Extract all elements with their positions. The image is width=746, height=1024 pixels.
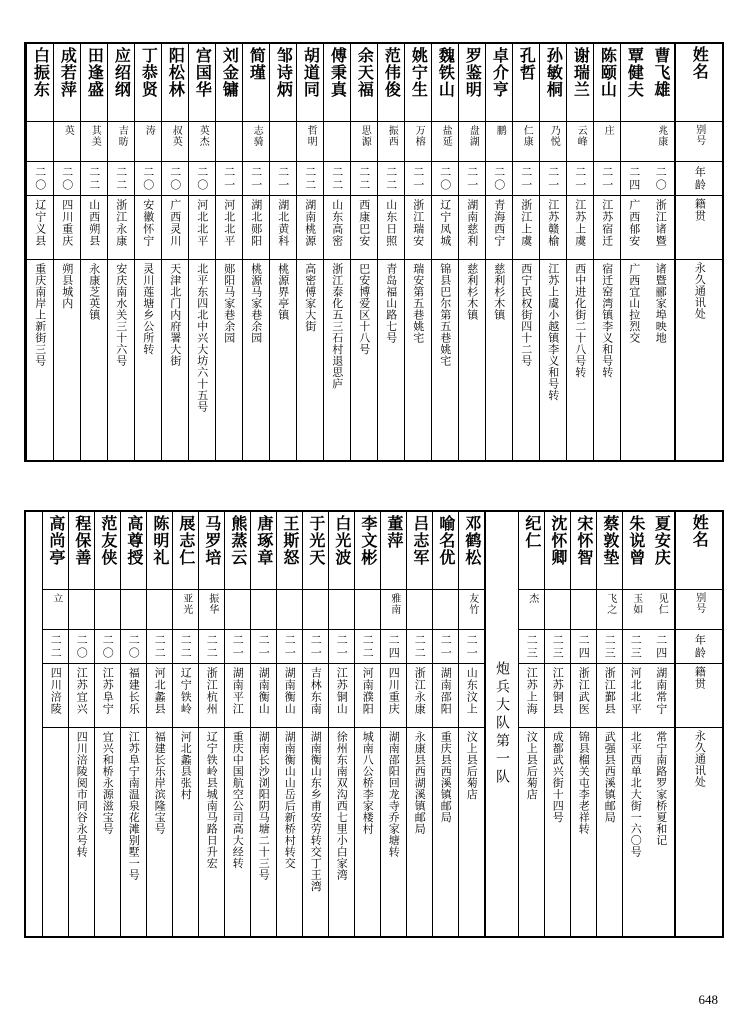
cell-name: 成若萍 — [54, 44, 80, 122]
cell-name: 范伟俊 — [378, 44, 404, 122]
cell-name: 刘金镛 — [216, 44, 242, 122]
cell-address: 永康县西湖溪镇邮局 — [413, 731, 427, 835]
cell-address — [43, 728, 68, 936]
cell-address: 宜兴和桥永源滋宝号 — [101, 731, 115, 835]
cell-native: 浙江鄞县 — [597, 664, 622, 728]
cell-age: 二四 — [381, 630, 406, 664]
roster-column — [431, 44, 458, 460]
cell-age: 二〇 — [54, 162, 80, 196]
cell-age: 二二 — [173, 630, 198, 664]
roster-column — [198, 512, 224, 936]
cell-native: 四川涪陵 — [43, 664, 68, 728]
roster-column — [215, 44, 242, 460]
cell-alias — [407, 590, 432, 630]
cell-alias — [303, 590, 328, 630]
roster-column — [53, 44, 80, 460]
cell-name: 朱说曾 — [623, 512, 648, 590]
cell-name: 范友侠 — [95, 512, 120, 590]
roster-column — [648, 512, 674, 936]
cell-age: 二二 — [108, 162, 134, 196]
cell-alias: 庄 — [594, 122, 620, 162]
cell-age: 二二 — [81, 162, 107, 196]
cell-age: 二〇 — [27, 162, 53, 196]
cell-alias — [270, 122, 296, 162]
cell-name: 沈怀卿 — [545, 512, 570, 590]
cell-address: 湖南衡山东乡甫安劳转交丁王湾 — [309, 731, 323, 892]
cell-alias — [433, 590, 458, 630]
cell-name: 王斯怒 — [277, 512, 302, 590]
cell-address: 桃源马家巷余园 — [249, 263, 263, 344]
cell-address: 巴安博爱区十八号 — [357, 263, 371, 355]
cell-alias — [27, 122, 53, 162]
cell-address: 武强县西溪镇邮局 — [603, 731, 617, 823]
cell-name: 阳松林 — [162, 44, 188, 122]
cell-name: 纪仁 — [519, 512, 544, 590]
cell-name: 陈明礼 — [147, 512, 172, 590]
cell-alias: 兆康 — [647, 122, 674, 162]
cell-address: 朔县城内 — [60, 263, 74, 309]
cell-address: 锦县巴尔第五巷姚宅 — [438, 263, 452, 367]
roster-column — [377, 44, 404, 460]
cell-alias: 英杰 — [189, 122, 215, 162]
header-address: 永久通讯处 — [693, 262, 707, 320]
cell-name: 孙敏桐 — [540, 44, 566, 122]
roster-column — [188, 44, 215, 460]
cell-alias — [95, 590, 120, 630]
cell-age: 二一 — [303, 630, 328, 664]
cell-address: 湖南长沙浏阳阴马塘二十三号 — [257, 731, 271, 881]
cell-native: 浙江杭州 — [199, 664, 224, 728]
roster-column — [620, 44, 647, 460]
roster-column — [566, 44, 593, 460]
cell-alias: 盐延 — [432, 122, 458, 162]
cell-address: 重庆南岸上新街三号 — [33, 263, 47, 367]
cell-alias — [69, 590, 94, 630]
cell-native: 江苏宜兴 — [69, 664, 94, 728]
cell-age: 二一 — [216, 162, 242, 196]
cell-name: 白振东 — [27, 44, 53, 122]
roster-column — [354, 512, 380, 936]
header-name-2: 姓名 — [676, 512, 722, 590]
roster-column — [172, 512, 198, 936]
cell-alias: 云峰 — [567, 122, 593, 162]
cell-name: 马罗培 — [199, 512, 224, 590]
cell-alias: 思源 — [351, 122, 377, 162]
cell-name: 董萍 — [381, 512, 406, 590]
roster-column — [134, 44, 161, 460]
roster-column — [68, 512, 94, 936]
cell-age: 二一 — [459, 630, 484, 664]
cell-native: 安徽怀宁 — [135, 196, 161, 260]
cell-address: 辽宁铁岭县城南马路日升宏 — [205, 731, 219, 869]
cell-alias — [121, 590, 146, 630]
roster-column — [570, 512, 596, 936]
cell-name: 简瑾 — [243, 44, 269, 122]
cell-native: 江苏铜山 — [329, 664, 354, 728]
cell-age: 二〇 — [69, 630, 94, 664]
cell-alias: 振西 — [378, 122, 404, 162]
cell-age: 二二 — [351, 162, 377, 196]
cell-alias: 友竹 — [459, 590, 484, 630]
cell-alias — [324, 122, 350, 162]
cell-address: 灵川莲塘乡公所转 — [141, 263, 155, 355]
cell-alias: 万榕 — [405, 122, 431, 162]
roster-column — [107, 44, 134, 460]
cell-age: 二二 — [407, 630, 432, 664]
header-address-2: 永久通讯处 — [693, 730, 707, 788]
cell-name: 余天福 — [351, 44, 377, 122]
cell-age: 二三 — [623, 630, 648, 664]
cell-name: 宫国华 — [189, 44, 215, 122]
cell-native: 浙江武医 — [571, 664, 596, 728]
roster-column — [323, 44, 350, 460]
cell-age: 二二 — [147, 630, 172, 664]
cell-alias: 见仁 — [648, 590, 674, 630]
cell-address: 广西宜山拉烈交 — [627, 263, 641, 344]
header-alias: 别号 — [676, 122, 722, 162]
cell-address: 湖南邵阳回龙寺乔家塘转 — [387, 731, 401, 858]
roster-column — [328, 512, 354, 936]
roster-column — [296, 44, 323, 460]
cell-alias: 仁康 — [513, 122, 539, 162]
cell-native: 河北北平 — [189, 196, 215, 260]
cell-name: 谢瑞兰 — [567, 44, 593, 122]
cell-native: 湖南常宁 — [648, 664, 674, 728]
cell-address: 城南八公桥李家楼村 — [361, 731, 375, 835]
cell-address: 青岛福山路七号 — [384, 263, 398, 344]
roster-column — [596, 512, 622, 936]
roster-column — [94, 512, 120, 936]
roster-column — [120, 512, 146, 936]
cell-age: 二一 — [277, 630, 302, 664]
cell-name: 熊蒸云 — [225, 512, 250, 590]
cell-alias: 鹏 — [486, 122, 512, 162]
cell-age: 二二 — [43, 630, 68, 664]
cell-name: 唐琢章 — [251, 512, 276, 590]
cell-alias — [225, 590, 250, 630]
cell-native: 湖北郧阳 — [243, 196, 269, 260]
cell-age: 二一 — [329, 630, 354, 664]
page-number: 648 — [698, 992, 718, 1007]
roster-column — [350, 44, 377, 460]
cell-name: 覃健夫 — [621, 44, 647, 122]
cell-native: 江苏阜宁 — [95, 664, 120, 728]
cell-age: 二三 — [597, 630, 622, 664]
cell-address: 河北蠡县张村 — [179, 731, 193, 800]
cell-address: 慈利杉木镇 — [492, 263, 506, 321]
cell-alias: 志骑 — [243, 122, 269, 162]
roster-column — [458, 512, 484, 936]
cell-address: 永康芝英镇 — [87, 263, 101, 321]
roster-column — [432, 512, 458, 936]
cell-native: 山东高密 — [324, 196, 350, 260]
cell-address: 郧阳马家巷余园 — [222, 263, 236, 344]
cell-alias — [251, 590, 276, 630]
cell-age: 二〇 — [95, 630, 120, 664]
cell-native: 湖南平江 — [225, 664, 250, 728]
cell-address: 安庆南水关三十六号 — [114, 263, 128, 367]
cell-native: 浙江瑞安 — [405, 196, 431, 260]
cell-age: 二〇 — [189, 162, 215, 196]
roster-table-top — [24, 42, 724, 462]
cell-alias: 其美 — [81, 122, 107, 162]
cell-native: 江苏宿迁 — [594, 196, 620, 260]
header-native-2: 籍贯 — [676, 664, 722, 728]
cell-native: 河北蠡县 — [147, 664, 172, 728]
cell-age: 二〇 — [486, 162, 512, 196]
cell-alias: 哲明 — [297, 122, 323, 162]
cell-native: 西康巴安 — [351, 196, 377, 260]
cell-name: 程保善 — [69, 512, 94, 590]
cell-address: 浙江泰化五三石村退思庐 — [330, 263, 344, 390]
cell-native: 浙江永康 — [108, 196, 134, 260]
cell-native: 青海西宁 — [486, 196, 512, 260]
cell-age: 二一 — [251, 630, 276, 664]
cell-alias: 吉昉 — [108, 122, 134, 162]
cell-alias — [216, 122, 242, 162]
cell-native: 浙江上虞 — [513, 196, 539, 260]
roster-column — [42, 512, 68, 936]
roster-column — [250, 512, 276, 936]
cell-age: 二二 — [355, 630, 380, 664]
cell-address: 北平东四北中兴大坊六十五号 — [195, 263, 209, 413]
cell-age: 二一 — [459, 162, 485, 196]
roster-column — [146, 512, 172, 936]
cell-address: 成都武兴街十四号 — [551, 731, 565, 823]
roster-column — [544, 512, 570, 936]
cell-alias: 乃悦 — [540, 122, 566, 162]
cell-address: 西宁民权街四十二号 — [519, 263, 533, 367]
roster-column — [622, 512, 648, 936]
cell-native: 江苏上虞 — [567, 196, 593, 260]
cell-address: 福建长乐岸滨隆宝号 — [153, 731, 167, 835]
roster-column — [269, 44, 296, 460]
cell-address: 四川涪陵阅市同谷永号转 — [75, 731, 89, 858]
roster-column — [485, 44, 512, 460]
cell-address: 汶上县后菊店 — [525, 731, 539, 800]
cell-name: 白光波 — [329, 512, 354, 590]
cell-age: 二四 — [648, 630, 674, 664]
cell-address: 北平西单北大街一六〇号 — [629, 731, 643, 858]
cell-name: 高尊授 — [121, 512, 146, 590]
cell-name: 田逢盛 — [81, 44, 107, 122]
cell-address: 徐州东南双沟西七里小白家湾 — [335, 731, 349, 881]
cell-alias: 叔英 — [162, 122, 188, 162]
cell-native: 湖南邵阳 — [433, 664, 458, 728]
unit-label: 炮兵大队第一队 — [484, 512, 518, 936]
cell-age: 二一 — [594, 162, 620, 196]
cell-native: 辽宁铁岭 — [173, 664, 198, 728]
cell-alias: 亚光 — [173, 590, 198, 630]
cell-age: 二四 — [571, 630, 596, 664]
cell-address: 桃源界亭镇 — [276, 263, 290, 321]
cell-age: 二一 — [405, 162, 431, 196]
cell-native: 河北北平 — [216, 196, 242, 260]
table-header-column-2 — [674, 512, 722, 936]
cell-age: 二三 — [519, 630, 544, 664]
header-age-2: 年龄 — [676, 630, 722, 664]
cell-name: 高尚亭 — [43, 512, 68, 590]
cell-age: 二一 — [225, 630, 250, 664]
cell-alias: 雅南 — [381, 590, 406, 630]
cell-native: 浙江诸暨 — [647, 196, 674, 260]
cell-alias — [147, 590, 172, 630]
cell-native: 湖南衡山 — [251, 664, 276, 728]
cell-native: 山东汶上 — [459, 664, 484, 728]
header-name: 姓名 — [676, 44, 722, 122]
cell-name: 蔡敦垫 — [597, 512, 622, 590]
cell-age: 二〇 — [432, 162, 458, 196]
cell-age: 二二 — [378, 162, 404, 196]
cell-native: 辽宁义县 — [27, 196, 53, 260]
roster-column — [276, 512, 302, 936]
cell-native: 四川重庆 — [381, 664, 406, 728]
cell-alias — [621, 122, 647, 162]
cell-name: 傅秉真 — [324, 44, 350, 122]
roster-column — [302, 512, 328, 936]
cell-address: 慈利杉木镇 — [465, 263, 479, 321]
cell-native: 江苏上海 — [519, 664, 544, 728]
cell-name: 胡道同 — [297, 44, 323, 122]
cell-address: 瑞安第五巷姚宅 — [411, 263, 425, 344]
cell-native: 江苏赣榆 — [540, 196, 566, 260]
cell-name: 应绍纲 — [108, 44, 134, 122]
cell-age: 二〇 — [162, 162, 188, 196]
roster-column — [224, 512, 250, 936]
cell-native: 浙江永康 — [407, 664, 432, 728]
roster-column — [647, 44, 674, 460]
header-native: 籍贯 — [676, 196, 722, 260]
cell-age: 二四 — [621, 162, 647, 196]
cell-age: 二一 — [243, 162, 269, 196]
cell-alias — [571, 590, 596, 630]
cell-name: 姚宁生 — [405, 44, 431, 122]
cell-name: 吕志军 — [407, 512, 432, 590]
header-alias-2: 别号 — [676, 590, 722, 630]
cell-name: 陈颐山 — [594, 44, 620, 122]
cell-name: 于光天 — [303, 512, 328, 590]
roster-column — [512, 44, 539, 460]
cell-name: 邹诗炳 — [270, 44, 296, 122]
roster-column — [80, 44, 107, 460]
cell-native: 辽宁凤城 — [432, 196, 458, 260]
cell-alias: 涛 — [135, 122, 161, 162]
cell-age: 二三 — [545, 630, 570, 664]
cell-age: 二〇 — [121, 630, 146, 664]
cell-age: 二二 — [199, 630, 224, 664]
cell-name: 夏安庆 — [648, 512, 674, 590]
cell-alias: 飞之 — [597, 590, 622, 630]
cell-name: 孔哲 — [513, 44, 539, 122]
cell-alias: 立 — [43, 590, 68, 630]
cell-address: 天津北门内府署大街 — [168, 263, 182, 367]
header-age: 年龄 — [676, 162, 722, 196]
cell-age: 二二 — [324, 162, 350, 196]
cell-alias: 玉如 — [623, 590, 648, 630]
cell-name: 展志仁 — [173, 512, 198, 590]
cell-address: 重庆县西溪镇邮局 — [439, 731, 453, 823]
cell-native: 广西郁安 — [621, 196, 647, 260]
cell-address: 宿迁窑湾镇李义和号转 — [600, 263, 614, 378]
cell-age: 二二 — [297, 162, 323, 196]
roster-table-bottom — [24, 510, 724, 938]
cell-alias: 杰 — [519, 590, 544, 630]
cell-native: 江苏铜县 — [545, 664, 570, 728]
cell-name: 宋怀智 — [571, 512, 596, 590]
cell-name: 丁恭贤 — [135, 44, 161, 122]
cell-alias: 振华 — [199, 590, 224, 630]
roster-column — [380, 512, 406, 936]
cell-native: 河南濮阳 — [355, 664, 380, 728]
cell-address: 湖南衡山山岳后新桥村转交 — [283, 731, 297, 869]
table-header-column — [674, 44, 722, 460]
cell-address: 常宁南路罗家桥夏和记 — [654, 731, 668, 846]
cell-native: 福建长乐 — [121, 664, 146, 728]
cell-alias: 英 — [54, 122, 80, 162]
cell-age: 二一 — [567, 162, 593, 196]
cell-age: 二一 — [513, 162, 539, 196]
cell-age: 二〇 — [135, 162, 161, 196]
cell-alias — [545, 590, 570, 630]
cell-name: 罗鉴明 — [459, 44, 485, 122]
cell-native: 吉林东南 — [303, 664, 328, 728]
cell-native: 湖南慈利 — [459, 196, 485, 260]
cell-alias — [329, 590, 354, 630]
cell-alias: 盘湖 — [459, 122, 485, 162]
roster-column — [458, 44, 485, 460]
cell-native: 山东日照 — [378, 196, 404, 260]
cell-native: 河北北平 — [623, 664, 648, 728]
cell-native: 湖北黄科 — [270, 196, 296, 260]
roster-column — [242, 44, 269, 460]
cell-address: 高密傅家大街 — [303, 263, 317, 332]
cell-address: 诸暨郦家埠映地 — [654, 263, 668, 344]
roster-column — [593, 44, 620, 460]
roster-column — [518, 512, 544, 936]
cell-name: 魏铁山 — [432, 44, 458, 122]
cell-alias — [355, 590, 380, 630]
cell-name: 李文彬 — [355, 512, 380, 590]
cell-native: 广西灵川 — [162, 196, 188, 260]
cell-native: 山西朔县 — [81, 196, 107, 260]
cell-address: 汶上县后菊店 — [465, 731, 479, 800]
roster-column — [161, 44, 188, 460]
cell-address: 西中进化街二十八号转 — [573, 263, 587, 378]
cell-address: 江苏上虞小越镇李义和号转 — [546, 263, 560, 401]
cell-address: 重庆中国航空公司高大经转 — [231, 731, 245, 869]
cell-age: 二一 — [270, 162, 296, 196]
roster-column — [26, 44, 53, 460]
cell-name: 喻名优 — [433, 512, 458, 590]
cell-age: 二一 — [433, 630, 458, 664]
roster-column — [406, 512, 432, 936]
roster-column — [404, 44, 431, 460]
cell-age: 二〇 — [647, 162, 674, 196]
cell-native: 湖南桃源 — [297, 196, 323, 260]
cell-alias — [277, 590, 302, 630]
cell-name: 曹飞雄 — [647, 44, 674, 122]
roster-column — [539, 44, 566, 460]
cell-name: 卓介亨 — [486, 44, 512, 122]
cell-native: 四川重庆 — [54, 196, 80, 260]
cell-address: 锦县榴关屯李老祥转 — [577, 731, 591, 835]
cell-name: 邓鹤松 — [459, 512, 484, 590]
cell-native: 湖南衡山 — [277, 664, 302, 728]
cell-address: 江苏阜宁南温泉花滩别墅一号 — [127, 731, 141, 881]
cell-age: 二一 — [540, 162, 566, 196]
